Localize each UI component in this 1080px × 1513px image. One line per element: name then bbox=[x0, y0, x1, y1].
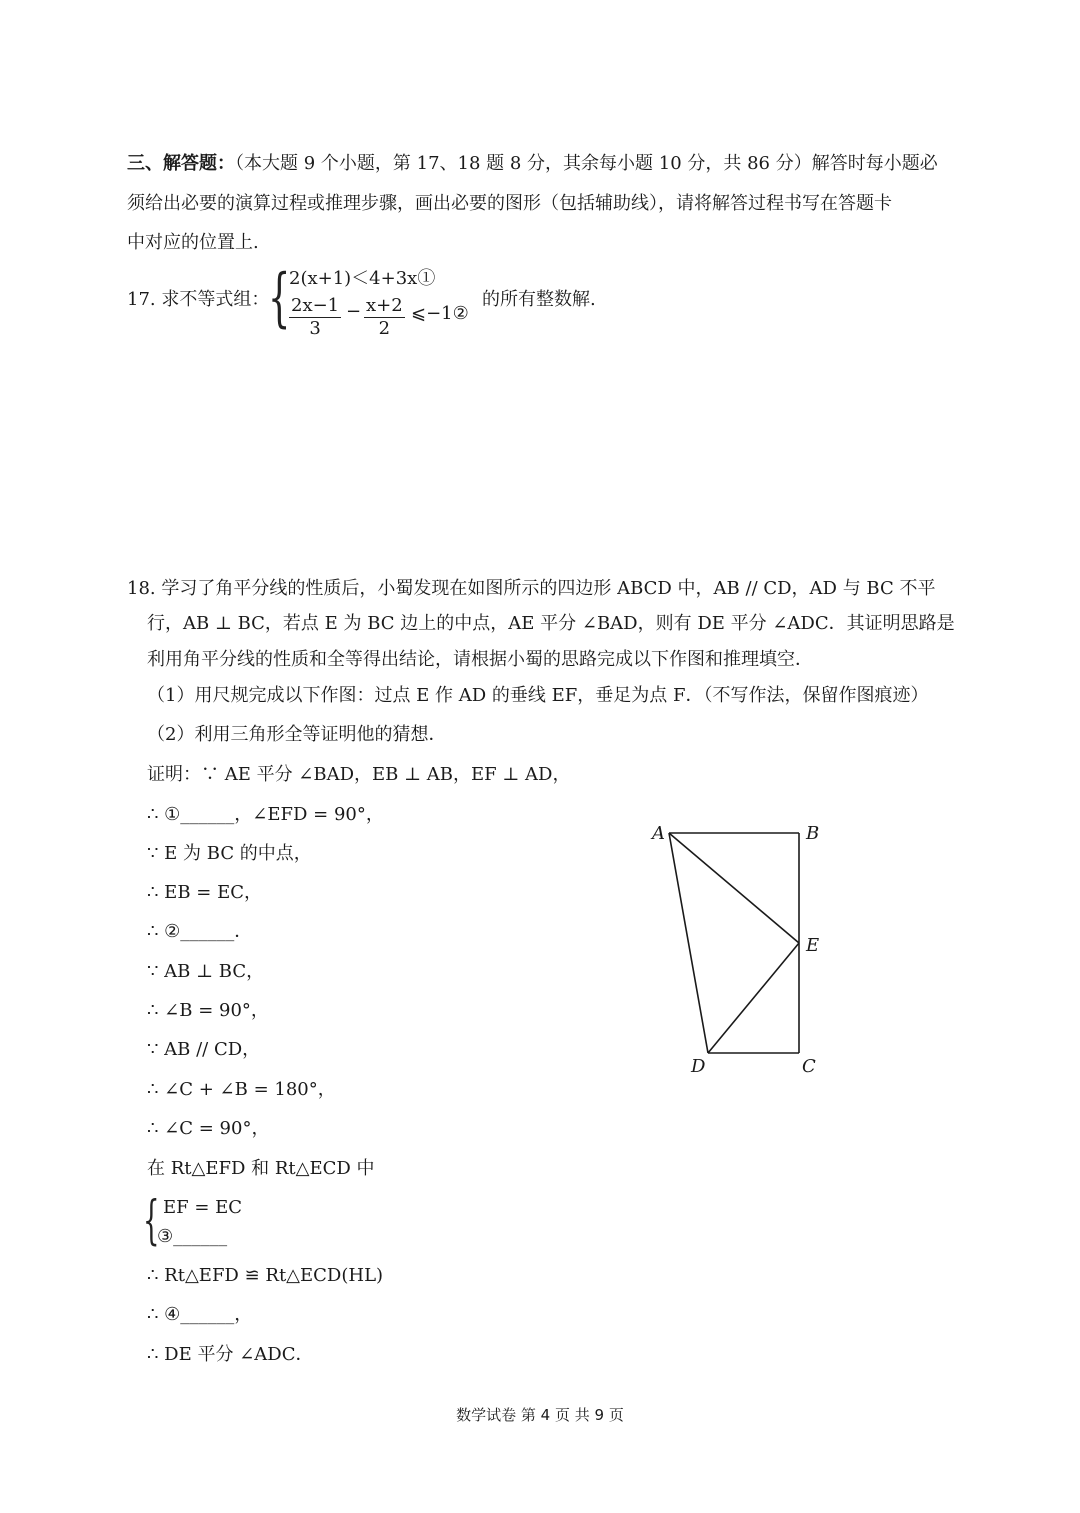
label-b: B bbox=[806, 823, 820, 844]
page-footer: 数学试卷 第 4 页 共 9 页 bbox=[456, 1406, 624, 1424]
label-c: C bbox=[802, 1056, 816, 1077]
congruence-system-brace: { bbox=[143, 1191, 160, 1251]
quadrilateral-figure bbox=[640, 815, 840, 1085]
segment-ae bbox=[669, 833, 799, 943]
q18-line-1: 18. 学习了角平分线的性质后，小蜀发现在如图所示的四边形 ABCD 中，AB // CD，AD 与 BC 不平 bbox=[127, 578, 936, 599]
proof-line: 证明：∵ AE 平分 ∠BAD，EB ⊥ AB，EF ⊥ AD， bbox=[147, 764, 571, 785]
label-e: E bbox=[806, 935, 820, 956]
congruence-condition-2: ③______ bbox=[157, 1226, 228, 1247]
q18-line-2: 行，AB ⊥ BC，若点 E 为 BC 边上的中点，AE 平分 ∠BAD，则有 DE 平分 ∠ADC．其证明思路是 bbox=[147, 613, 955, 634]
q17-fraction-2 bbox=[364, 295, 405, 340]
conclusion-line: ∴ Rt△EFD ≌ Rt△ECD(HL) bbox=[147, 1265, 384, 1286]
q17-label: 17. 求不等式组： bbox=[127, 289, 270, 310]
q18-line-3: 利用角平分线的性质和全等得出结论，请根据小蜀的思路完成以下作图和推理填空． bbox=[147, 649, 813, 670]
proof-line: ∵ AB ⊥ BC， bbox=[147, 961, 265, 982]
proof-line: ∴ ①______，∠EFD = 90°， bbox=[147, 804, 384, 825]
q17-fraction-1-numerator: 2x−1 bbox=[291, 295, 340, 316]
label-d: D bbox=[691, 1056, 706, 1077]
q17-fraction-1-denominator: 3 bbox=[309, 318, 321, 339]
q18-part-1: （1）用尺规完成以下作图：过点 E 作 AD 的垂线 EF，垂足为点 F．（不写作法，保留作图痕迹） bbox=[147, 685, 929, 706]
proof-line: ∴ ∠C = 90°， bbox=[147, 1118, 270, 1139]
q17-inequality-2-tail: ⩽−1② bbox=[411, 303, 469, 324]
section-intro-2: 须给出必要的演算过程或推理步骤，画出必要的图形（包括辅助线），请将解答过程书写在答题卡 bbox=[127, 193, 892, 214]
section-header bbox=[127, 152, 938, 176]
section-intro-3: 中对应的位置上. bbox=[127, 232, 259, 253]
proof-line: ∵ E 为 BC 的中点， bbox=[147, 843, 312, 864]
proof-line: ∴ EB = EC， bbox=[147, 882, 262, 903]
q18-part-2: （2）利用三角形全等证明他的猜想． bbox=[147, 724, 447, 745]
proof-line: 在 Rt△EFD 和 Rt△ECD 中 bbox=[147, 1158, 375, 1179]
conclusion-line: ∴ DE 平分 ∠ADC． bbox=[147, 1344, 314, 1365]
q17-fraction-2-denominator: 2 bbox=[378, 318, 391, 339]
q17-minus-sign: − bbox=[346, 301, 362, 322]
proof-line: ∴ ②______． bbox=[147, 921, 253, 942]
congruence-condition-1: EF = EC bbox=[163, 1197, 243, 1218]
proof-line: ∴ ∠C + ∠B = 180°， bbox=[147, 1079, 336, 1100]
proof-line: ∴ ∠B = 90°， bbox=[147, 1000, 269, 1021]
q17-suffix: 的所有整数解. bbox=[482, 289, 596, 310]
segment-da bbox=[669, 833, 708, 1053]
segment-de bbox=[708, 943, 799, 1053]
q17-inequality-1: 2(x+1)＜4+3x① bbox=[289, 268, 436, 289]
q17-fraction-2-numerator: x+2 bbox=[366, 295, 403, 316]
section-intro-1: （本大题 9 个小题，第 17、18 题 8 分，其余每小题 10 分，共 86 分）解答时每小题必 bbox=[235, 153, 938, 174]
section-title: 三、解答题： bbox=[127, 153, 235, 174]
proof-line: ∵ AB // CD， bbox=[147, 1039, 261, 1060]
label-a: A bbox=[652, 823, 665, 844]
conclusion-line: ∴ ④______， bbox=[147, 1304, 253, 1325]
q17-system-brace: { bbox=[268, 261, 291, 335]
q17-fraction-1 bbox=[289, 295, 341, 340]
